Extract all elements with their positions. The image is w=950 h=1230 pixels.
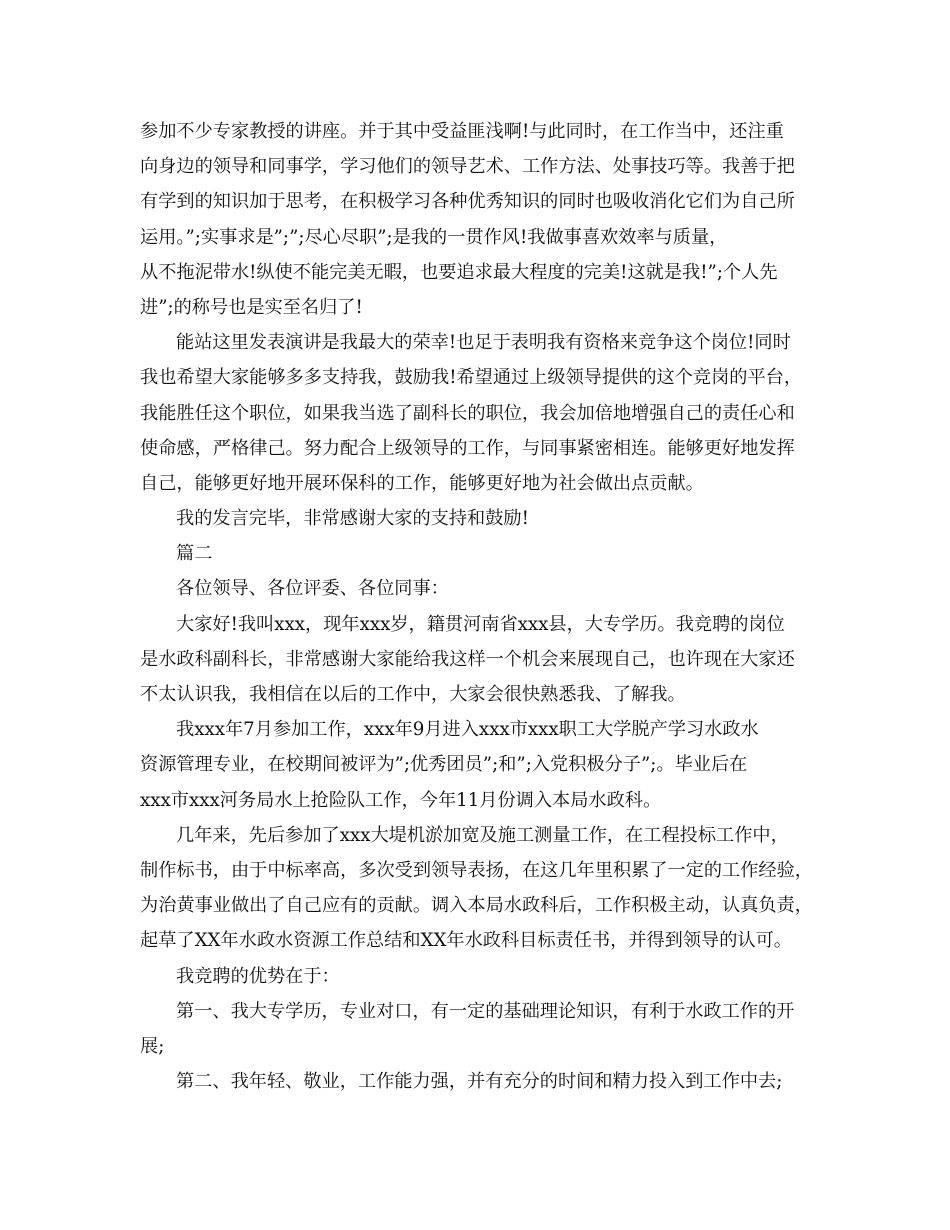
text-line: 我能胜任这个职位，如果我当选了副科长的职位，我会加倍地增强自己的责任心和 — [140, 402, 795, 424]
text-line: 自己，能够更好地开展环保科的工作，能够更好地为社会做出点贡献。 — [140, 472, 704, 494]
paragraph-start-line: 第二、我年轻、敬业，工作能力强，并有充分的时间和精力投入到工作中去; — [176, 1071, 783, 1093]
paragraph-start-line: 大家好!我叫xxx，现年xxx岁，籍贯河南省xxx县，大专学历。我竞聘的岗位 — [176, 613, 785, 635]
text-line: 使命感，严格律己。努力配合上级领导的工作，与同事紧密相连。能够更好地发挥 — [140, 437, 795, 459]
text-line: 为治黄事业做出了自己应有的贡献。调入本局水政科后，工作积极主动，认真负责， — [140, 895, 813, 917]
document-page — [140, 114, 830, 1099]
text-line: 从不拖泥带水!纵使不能完美无暇，也要追求最大程度的完美!这就是我!”;个人先 — [140, 261, 778, 283]
text-line: 有学到的知识加于思考，在积极学习各种优秀知识的同时也吸收消化它们为自己所 — [140, 191, 795, 213]
text-line: 是水政科副科长，非常感谢大家能给我这样一个机会来展现自己，也许现在大家还 — [140, 648, 795, 670]
salutation-line: 各位领导、各位评委、各位同事： — [176, 578, 449, 600]
text-line: 不太认识我，我相信在以后的工作中，大家会很快熟悉我、了解我。 — [140, 684, 686, 705]
text-line: 运用。”;实事求是”;”;尽心尽职”;是我的一贯作风!我做事喜欢效率与质量， — [140, 226, 728, 248]
paragraph-start-line: 我竞聘的优势在于： — [176, 965, 340, 987]
text-line: 制作标书，由于中标率高，多次受到领导表扬，在这几年里积累了一定的工作经验， — [140, 859, 813, 881]
text-line: 向身边的领导和同事学，学习他们的领导艺术、工作方法、处事技巧等。我善于把 — [140, 156, 795, 178]
text-line: 我也希望大家能够多多支持我，鼓励我!希望通过上级领导提供的这个竞岗的平台， — [140, 367, 803, 389]
paragraph-start-line: 我的发言完毕，非常感谢大家的支持和鼓励! — [176, 508, 529, 530]
paragraph-start-line: 我xxx年7月参加工作，xxx年9月进入xxx市xxx职工大学脱产学习水政水 — [176, 719, 759, 741]
text-line: xxx市xxx河务局水上抢险队工作，今年11月份调入本局水政科。 — [140, 789, 662, 811]
paragraph-start-line: 第一、我大专学历，专业对口，有一定的基础理论知识，有利于水政工作的开 — [176, 1000, 795, 1022]
text-line: 进”;的称号也是实至名归了! — [140, 296, 363, 318]
text-line: 参加不少专家教授的讲座。并于其中受益匪浅啊!与此同时，在工作当中，还注重 — [140, 121, 784, 142]
text-line: 资源管理专业，在校期间被评为”;优秀团员”;和”;入党积极分子”;。毕业后在 — [140, 754, 748, 776]
text-line: 起草了XX年水政水资源工作总结和XX年水政科目标责任书，并得到领导的认可。 — [140, 930, 792, 952]
paragraph-start-line: 能站这里发表演讲是我最大的荣幸!也足于表明我有资格来竞争这个岗位!同时 — [176, 332, 791, 354]
section-heading: 篇二 — [176, 543, 213, 565]
paragraph-start-line: 几年来，先后参加了xxx大堤机淤加宽及施工测量工作，在工程投标工作中， — [176, 824, 789, 846]
text-line: 展; — [140, 1035, 165, 1057]
